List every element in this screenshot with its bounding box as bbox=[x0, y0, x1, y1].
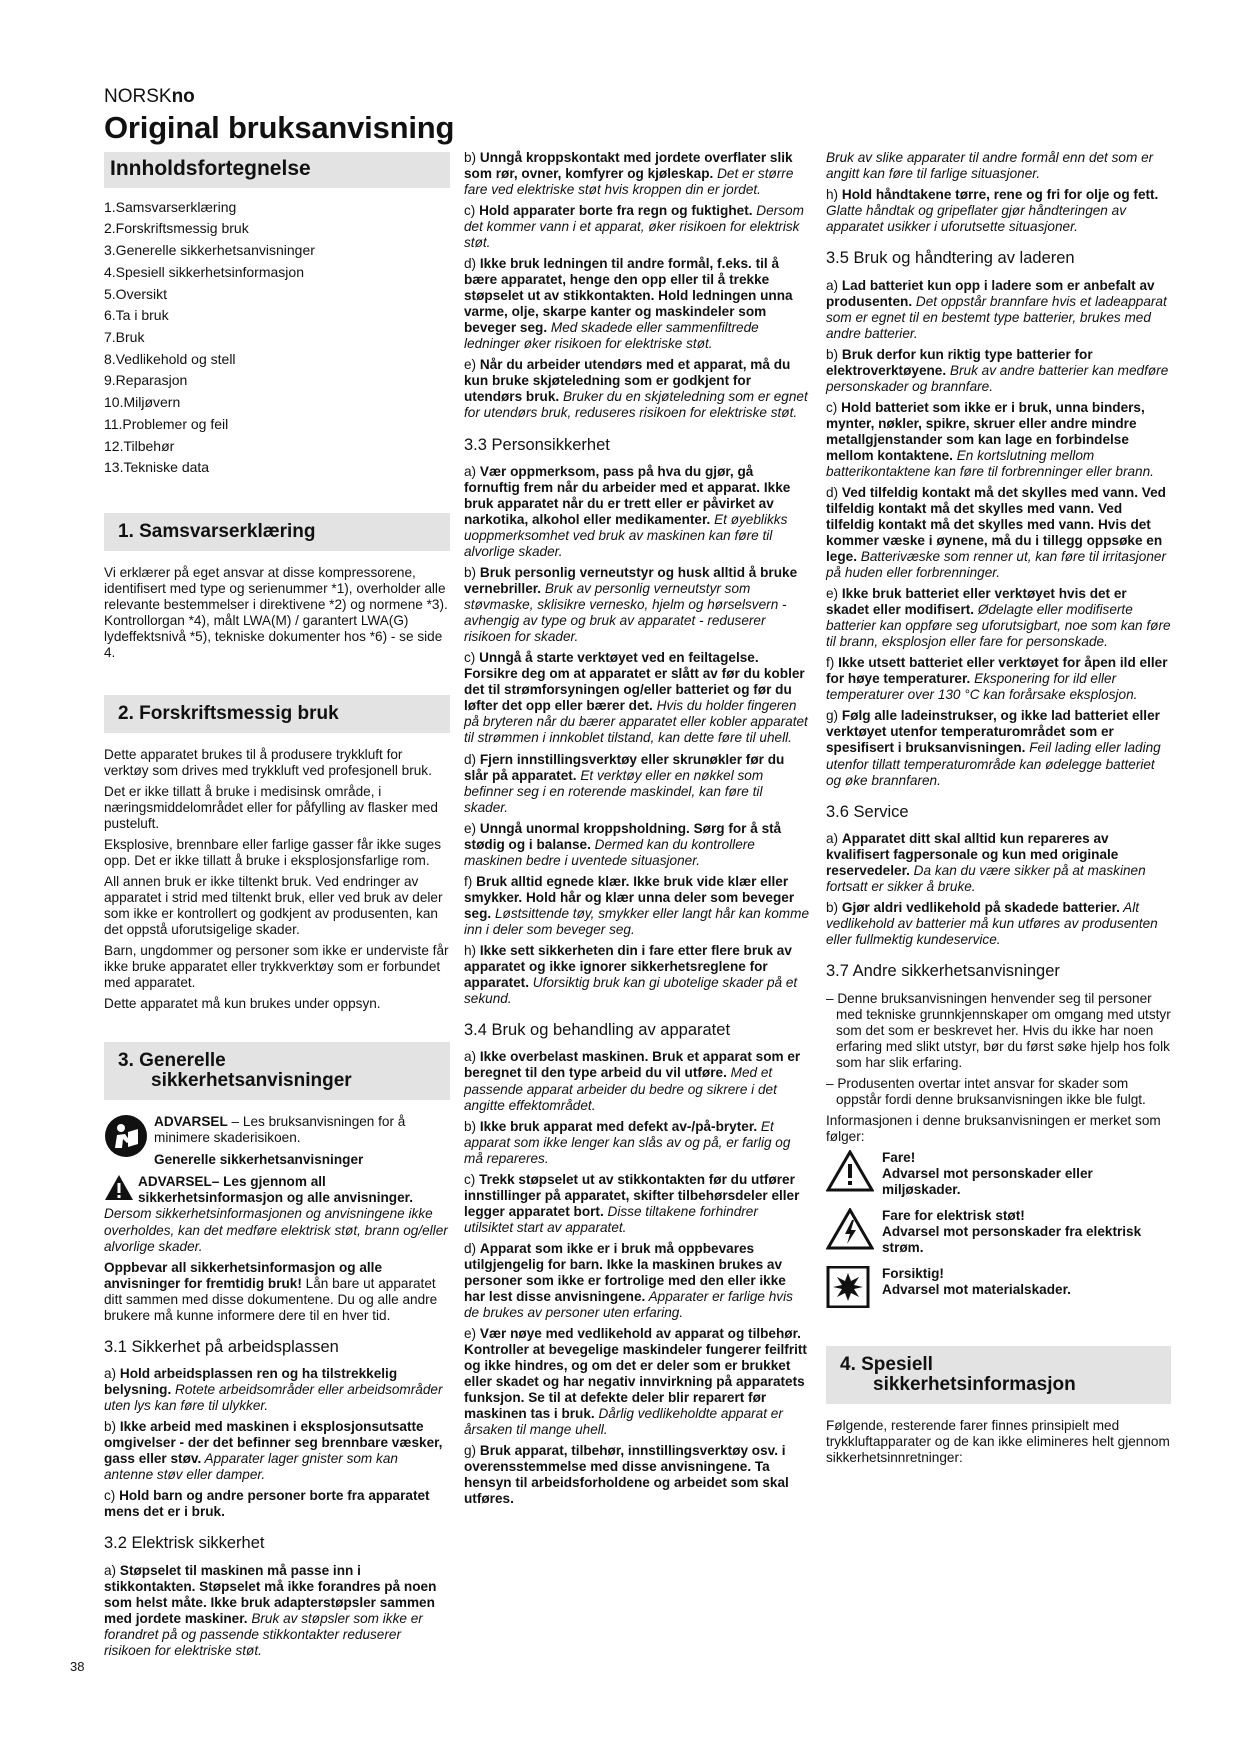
keep-instructions-bold: Oppbevar all sikkerhetsinformasjon og alle anvisninger for fremtidig bruk! bbox=[104, 1259, 383, 1291]
toc-item[interactable]: 6.Ta i bruk bbox=[104, 307, 169, 324]
section-2-paragraph: Det er ikke tillatt å bruke i medisinsk område, i næringsmiddelområdet eller for påfylling av flasker med pusteluft. bbox=[104, 784, 438, 832]
section-1-text: Vi erklærer på eget ansvar at disse kompressorene, identifisert med type og serienummer *1), overholder alle relevante bestemmelser i direktivene *2) og normene *3). Kontrollorgan *4), målt LWA(M) / garantert LWA(G) lydeffektsnivå *5), tekniske dokumenter hos *6) - se side 4. bbox=[104, 564, 448, 660]
rule-c: c) Hold batteriet som ikke er i bruk, unna binders, mynter, nøkler, spikre, skruer eller andre mindre metallgjenstander som kan lage en forbindelse mellom kontaktene. En kortslutning mellom batterikontaktene kan føre til forbrenninger eller brann. bbox=[826, 399, 1154, 479]
section-3-1-heading: 3.1 Sikkerhet på arbeidsplassen bbox=[104, 1337, 339, 1356]
read-manual-warning bbox=[104, 1114, 450, 1168]
rule-a: a) Støpselet til maskinen må passe inn i stikkontakten. Støpselet må ikke forandres på noen som helst måte. Ikke bruk adapterstøpsler sammen med jordete maskiner. Bruk av støpsler som ikke er forandret på og passende stikkontakter reduserer risikoen for elektriske støt. bbox=[104, 1562, 437, 1659]
column-1 bbox=[104, 152, 450, 1664]
info-text: Informasjonen i denne bruksanvisningen er merket som følger: bbox=[826, 1112, 1161, 1144]
rule-g: g) Følg alle ladeinstrukser, og ikke lad batteriet eller verktøyet utenfor temperaturområdet som er spesifisert i bruksanvisningen. Feil lading eller lading utenfor tillatt temperaturområde kan ødelegge batteriet og øke brannfaren. bbox=[826, 708, 1161, 788]
document-title: Original bruksanvisning bbox=[104, 110, 455, 145]
language-label: NORSKno bbox=[104, 86, 195, 107]
toc-item[interactable]: 3.Generelle sikkerhetsanvisninger bbox=[104, 242, 315, 259]
toc-item[interactable]: 13.Tekniske data bbox=[104, 459, 210, 476]
section-3-6-heading: 3.6 Service bbox=[826, 802, 909, 821]
rule-a: a) Lad batteriet kun opp i ladere som er anbefalt av produsenten. Det oppstår brannfare hvis et ladeapparat som er egnet til en bestemt type batterier, brukes med andre batterier. bbox=[826, 277, 1167, 341]
legend-danger bbox=[826, 1150, 1171, 1198]
section-3-5-heading: 3.5 Bruk og håndtering av laderen bbox=[826, 249, 1075, 268]
section-3-heading-line2: sikkerhetsanvisninger bbox=[151, 1070, 352, 1092]
toc-item[interactable]: 7.Bruk bbox=[104, 328, 145, 345]
warning-triangle-icon bbox=[104, 1174, 134, 1205]
rule-g: g) Bruk apparat, tilbehør, innstillingsverktøy osv. i overensstemmelse med disse anvisningene. Ta hensyn til arbeidsforholdene og arbeidet som skal utføres. bbox=[464, 1443, 789, 1507]
rule-d: d) Ved tilfeldig kontakt må det skylles med vann. Ved tilfeldig kontakt må det skylles med vann. Ved tilfeldig kontakt må det skylles med vann. Hvis det kommer væske i øynene, må du i tillegg oppsøke en lege. Batterivæske som renner ut, kan føre til irritasjoner på huden eller forbrenninger. bbox=[826, 485, 1166, 581]
warning-italic-text: Dersom sikkerhetsinformasjonen og anvisningene ikke overholdes, kan det medføre elektrisk støt, brann og/eller alvorlige skader. bbox=[104, 1206, 448, 1254]
legend-desc: Advarsel mot materialskader. bbox=[882, 1282, 1071, 1298]
legend-title: Fare for elektrisk støt! bbox=[882, 1208, 1025, 1224]
legend-title: Forsiktig! bbox=[882, 1266, 944, 1282]
keep-instructions-paragraph bbox=[104, 1260, 450, 1324]
rule-b: b) Unngå kroppskontakt med jordete overflater slik som rør, ovner, komfyrer og kjøleskap. Det er større fare ved elektriske støt hvis kroppen din er jordet. bbox=[464, 150, 794, 198]
section-3-2-heading: 3.2 Elektrisk sikkerhet bbox=[104, 1534, 265, 1553]
section-2-paragraph: Dette apparatet må kun brukes under oppsyn. bbox=[104, 996, 381, 1012]
column-2 bbox=[464, 150, 809, 1512]
rule-c: c) Hold apparater borte fra regn og fuktighet. Dersom det kommer vann i et apparat, øker risikoen for elektrisk støt. bbox=[464, 203, 804, 251]
dash-item: – Denne bruksanvisningen henvender seg til personer med tekniske grunnkjennskaper om omgang med utstyr som det som er beskrevet her. Hvis du ikke har noen erfaring med slikt utstyr, bør du først søke hjelp hos folk som har slik erfaring. bbox=[826, 990, 1171, 1070]
section-1-heading: 1. Samsvarserklæring bbox=[104, 513, 450, 551]
warning-label: ADVARSEL bbox=[154, 1114, 228, 1130]
section-3-7-heading: 3.7 Andre sikkerhetsanvisninger bbox=[826, 962, 1060, 981]
read-manual-icon bbox=[104, 1114, 148, 1162]
section-4-heading bbox=[826, 1346, 1171, 1404]
rule-g-continued: Bruk av slike apparater til andre formål enn det som er angitt kan føre til farlige situasjoner. bbox=[826, 150, 1154, 182]
section-2-paragraph: Dette apparatet brukes til å produsere trykkluft for verktøy som drives med trykkluft ved profesjonell bruk. bbox=[104, 746, 432, 778]
section-3-4-heading: 3.4 Bruk og behandling av apparatet bbox=[464, 1020, 731, 1039]
legend-desc: Advarsel mot personskader eller miljøskader. bbox=[882, 1166, 1093, 1198]
rule-d: d) Ikke bruk ledningen til andre formål, f.eks. til å bære apparatet, henge den opp eller til å trekke støpselet ut av stikkontakten. Hold ledningen unna varme, olje, skarpe kanter og maskindeler som beveger seg. Med skadede eller sammenfiltrede ledninger øker risikoen for elektriske støt. bbox=[464, 256, 793, 352]
legend-caution bbox=[826, 1266, 1171, 1312]
toc-item[interactable]: 1.Samsvarserklæring bbox=[104, 198, 237, 215]
rule-h: h) Hold håndtakene tørre, rene og fri for olje og fett. Glatte håndtak og gripeflater gjør håndteringen av apparatet usikker i uforutsette situasjoner. bbox=[826, 187, 1159, 235]
warning-paragraph bbox=[104, 1174, 450, 1254]
dash-item: – Produsenten overtar intet ansvar for skader som oppstår fordi denne bruksanvisningen ikke ble fulgt. bbox=[826, 1075, 1146, 1107]
legend-title: Fare! bbox=[882, 1150, 916, 1165]
section-3-3-heading: 3.3 Personsikkerhet bbox=[464, 435, 610, 454]
rule-h: h) Ikke sett sikkerheten din i fare etter flere bruk av apparatet og ikke ignorer sikkerhetsreglene for apparatet. Uforsiktig bruk kan gi ubotelige skader på et sekund. bbox=[464, 942, 798, 1006]
section-2-paragraph: All annen bruk er ikke tiltenkt bruk. Ved endringer av apparatet i strid med tiltenkt bruk, eller ved bruk av deler som ikke er kontrollert og godkjent av produsenten, kan det oppstå uforutsigelige skader. bbox=[104, 874, 443, 938]
rule-b: b) Gjør aldri vedlikehold på skadede batterier. Alt vedlikehold av batterier må kun utføres av produsenten eller fullmektig kundeservice. bbox=[826, 900, 1158, 948]
rule-a: a) Ikke overbelast maskinen. Bruk et apparat som er beregnet til den type arbeid du vil utføre. Med et passende apparat arbeider du bedre og sikrere i det angitte effektområdet. bbox=[464, 1049, 801, 1113]
toc-list bbox=[104, 197, 450, 479]
legend-electric bbox=[826, 1208, 1171, 1256]
rule-e: e) Unngå unormal kroppsholdning. Sørg for å stå stødig og i balanse. Dermed kan du kontrollere maskinen bedre i uventede situasjoner. bbox=[464, 820, 782, 868]
rule-b: b) Bruk derfor kun riktig type batterier for elektroverktøyene. Bruk av andre batterier kan medføre personskader og brannfare. bbox=[826, 346, 1169, 394]
rule-a: a) Hold arbeidsplassen ren og ha tilstrekkelig belysning. Rotete arbeidsområder eller arbeidsområder uten lys kan føre til ulykker. bbox=[104, 1366, 443, 1414]
section-3-heading-line1: 3. Generelle bbox=[118, 1050, 226, 1072]
rule-c: c) Unngå å starte verktøyet ved en feiltagelse. Forsikre deg om at apparatet er slått av før du kobler det til strømforsyningen og/eller batteriet og før du løfter det opp eller bærer det. Hvis du holder fingeren på bryteren når du bærer apparatet eller kobler apparatet til strømmen i innkoblet tilstand, kan dette føre til uhell. bbox=[464, 650, 808, 746]
toc-item[interactable]: 8.Vedlikehold og stell bbox=[104, 350, 236, 367]
electric-shock-icon bbox=[826, 1208, 882, 1254]
rule-f: f) Bruk alltid egnede klær. Ikke bruk vide klær eller smykker. Hold hår og klær unna deler som beveger seg. Løstsittende tøy, smykker eller langt hår kan komme inn i deler som beveger seg. bbox=[464, 873, 810, 937]
rule-e: e) Ikke bruk batteriet eller verktøyet hvis det er skadet eller modifisert. Ødelagte eller modifiserte batterier kan oppføre seg uforutsigbart, noe som kan føre til brann, eksplosjon eller fare for personskade. bbox=[826, 586, 1171, 650]
legend-desc: Advarsel mot personskader fra elektrisk strøm. bbox=[882, 1224, 1142, 1256]
rule-d: d) Apparat som ikke er i bruk må oppbevares utilgjengelig for barn. Ikke la maskinen brukes av personer som ikke er fortrolige med den eller ikke har lest disse anvisningene. Apparater er farlige hvis de brukes av personer uten erfaring. bbox=[464, 1240, 793, 1320]
rule-d: d) Fjern innstillingsverktøy eller skrunøkler før du slår på apparatet. Et verktøy eller en nøkkel som befinner seg i en roterende maskindel, kan føre til skader. bbox=[464, 751, 785, 815]
general-safety-subheading: Generelle sikkerhetsanvisninger bbox=[154, 1152, 364, 1168]
toc-item[interactable]: 12.Tilbehør bbox=[104, 437, 175, 454]
material-damage-icon bbox=[826, 1266, 882, 1312]
section-2-heading: 2. Forskriftsmessig bruk bbox=[104, 695, 450, 733]
rule-a: a) Vær oppmerksom, pass på hva du gjør, gå fornuftig frem når du arbeider med et apparat. Ikke bruk apparatet når du er trett eller er påvirket av narkotika, alkohol eller medikamenter. Et øyeblikks uoppmerksomhet ved bruk av maskinen kan føre til alvorlige skader. bbox=[464, 463, 791, 560]
toc-item[interactable]: 2.Forskriftsmessig bruk bbox=[104, 220, 249, 237]
page-number: 38 bbox=[70, 1659, 85, 1674]
toc-item[interactable]: 9.Reparasjon bbox=[104, 372, 188, 389]
rule-c: c) Hold barn og andre personer borte fra apparatet mens det er i bruk. bbox=[104, 1488, 430, 1520]
section-4-heading-line1: 4. Spesiell bbox=[840, 1354, 933, 1376]
rule-e: e) Vær nøye med vedlikehold av apparat og tilbehør. Kontroller at bevegelige maskindeler fungerer feilfritt og ikke hindres, og om det er deler som er brukket eller skadet og har negativ innvirkning på apparatets funksjon. Se til at defekte deler blir reparert før maskinen tas i bruk. Dårlig vedlikeholdte apparat er årsaken til mange uhell. bbox=[464, 1325, 807, 1438]
section-2-paragraph: Barn, ungdommer og personer som ikke er underviste får ikke bruke apparatet eller trykkverktøy som er forbundet med apparatet. bbox=[104, 943, 449, 991]
rule-e: e) Når du arbeider utendørs med et apparat, må du kun bruke skjøteledning som er godkjent for utendørs bruk. Bruker du en skjøteledning som er egnet for utendørs bruk, reduseres risikoen for elektriske støt. bbox=[464, 357, 808, 421]
section-2-paragraph: Eksplosive, brennbare eller farlige gasser får ikke suges opp. Det er ikke tillatt å bruke i eksplosjonsfarlige rom. bbox=[104, 837, 441, 869]
toc-item[interactable]: 11.Problemer og feil bbox=[104, 415, 229, 432]
section-3-heading bbox=[104, 1042, 450, 1100]
rule-b: b) Ikke arbeid med maskinen i eksplosjonsutsatte omgivelser - der det befinner seg brennbare væsker, gass eller støv. Apparater lager gnister som kan antenne støv eller damper. bbox=[104, 1419, 443, 1483]
section-4-heading-line2: sikkerhetsinformasjon bbox=[873, 1374, 1076, 1396]
toc-item[interactable]: 5.Oversikt bbox=[104, 285, 168, 302]
warning-bold-text: ADVARSEL– Les gjennom all sikkerhetsinformasjon og alle anvisninger. bbox=[138, 1174, 413, 1206]
toc-heading: Innholdsfortegnelse bbox=[104, 152, 450, 188]
toc-item[interactable]: 10.Miljøvern bbox=[104, 394, 181, 411]
rule-f: f) Ikke utsett batteriet eller verktøyet for åpen ild eller for høye temperaturer. Eksponering for ild eller temperaturer over 130 °C kan forårsake eksplosjon. bbox=[826, 655, 1168, 703]
section-4-text: Følgende, resterende farer finnes prinsipielt med trykkluftapparater og de kan ikke elimineres helt gjennom sikkerhetsinnretninger: bbox=[826, 1418, 1170, 1466]
rule-a: a) Apparatet ditt skal alltid kun repareres av kvalifisert fagpersonale og kun med originale reservedeler. Da kan du være sikker på at maskinen fortsatt er sikker å bruke. bbox=[826, 831, 1146, 895]
toc-item[interactable]: 4.Spesiell sikkerhetsinformasjon bbox=[104, 263, 304, 280]
warning-text: – Les bruksanvisningen for å minimere skaderisikoen. bbox=[154, 1114, 406, 1146]
rule-b: b) Bruk personlig verneutstyr og husk alltid å bruke vernebriller. Bruk av personlig verneutstyr som støvmaske, sklisikre vernesko, hjelm og hørselsvern - avhengig av type og bruk av apparatet - reduserer risikoen for skader. bbox=[464, 565, 798, 645]
keep-instructions-text: Lån bare ut apparatet ditt sammen med disse dokumentene. Du og alle andre brukere må kunne informere dere til en hver tid. bbox=[104, 1275, 438, 1323]
rule-c: c) Trekk støpselet ut av stikkontakten før du utfører innstillinger på apparatet, skifter tilbehørsdeler eller legger apparatet bort. Disse tiltakene forhindrer utilsiktet start av apparatet. bbox=[464, 1171, 800, 1235]
danger-triangle-icon bbox=[826, 1150, 882, 1196]
rule-b: b) Ikke bruk apparat med defekt av-/på-bryter. Et apparat som ikke lenger kan slås av og på, er farlig og må repareres. bbox=[464, 1118, 791, 1166]
column-3 bbox=[826, 150, 1171, 1471]
